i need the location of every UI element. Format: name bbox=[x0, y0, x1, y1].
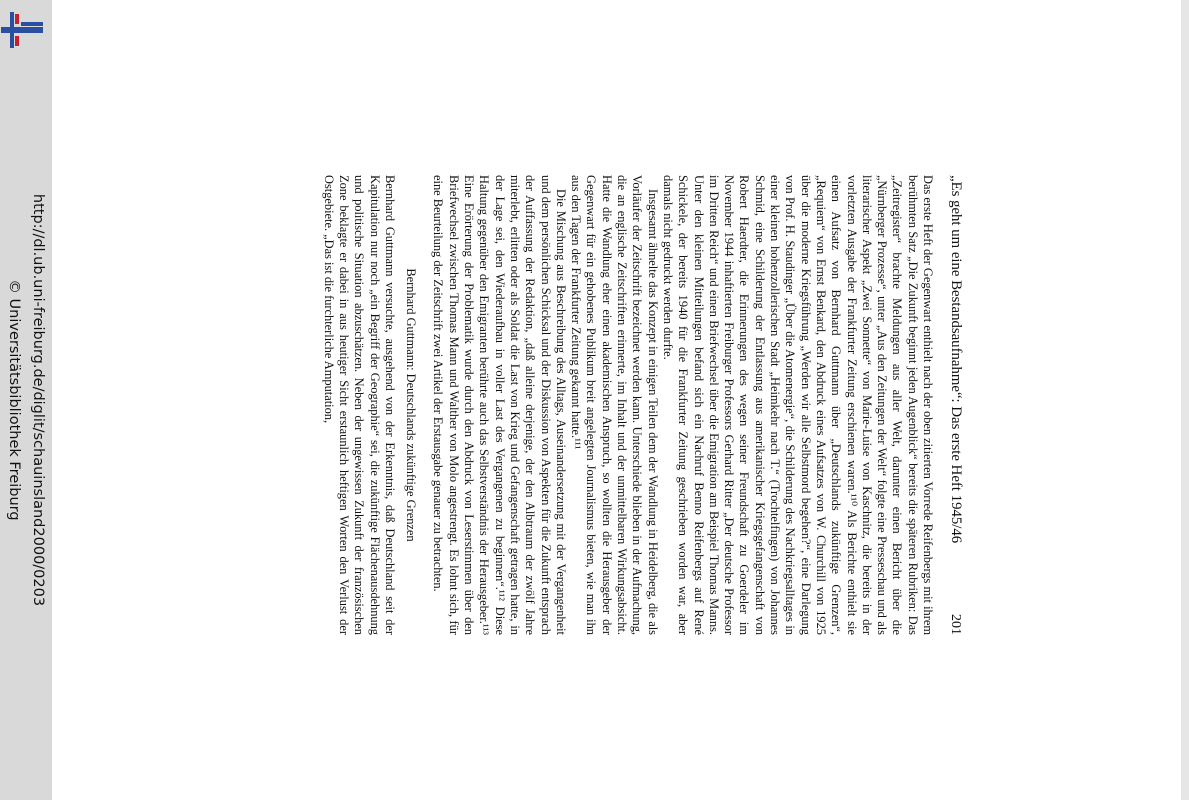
university-library-logo-icon[interactable] bbox=[1, 10, 43, 50]
body-section bbox=[430, 175, 935, 635]
running-head: „Es geht um eine Bestandsaufnahme“: Das erste Heft 1945/46 bbox=[948, 175, 964, 544]
section-title: Bernhard Guttmann: Deutschlands zukünftige Grenzen bbox=[404, 268, 419, 542]
viewer-sidebar bbox=[0, 0, 52, 800]
section-body bbox=[320, 175, 396, 635]
page-header bbox=[941, 175, 963, 635]
paragraph: Das erste Heft der Gegenwart enthielt nach der oben zitierten Vorrede Reifenbergs mit ihrem berühmten Satz „Die Zukunft beginnt jeden Augenblick“ bereits die späteren Rubriken: Das „Zeitregister“ brachte Meldungen aus aller Welt, darunter einen Bericht über die „Nürnberger Prozesse“, unter „Aus den Zeitungen der Welt“ folgte eine Presseschau und als literarischer Aspekt „Zwei Sonnette“ von Marie-Luise von Kaschnitz, die bereits in der vorletzten Ausgabe der Frankfurter Zeitung erschienen waren.¹¹⁰ Als Berichte enthielt sie einen Aufsatz von Bernhard Guttmann über „Deutschlands zukünftige Grenzen“, „Requiem“ von Ernst Benkard, den Abdruck eines Aufsatzes von W. Churchill von 1925 über die moderne Kriegsführung „Werden wir alle Selbstmord begehen?“, eine Darlegung von Prof. H. Staudinger „Über die Atomenergie“, die Schilderung des Nachkriegsalltages in einer kleinen hohenzollerischen Stadt „Heimkehr nach T.“ (Trochtelfingen) von Johannes Schmid, eine Schilderung der Entlassung aus amerikanischer Kriegsgefangenschaft von Robert Haerdter, die Erinnerungen des wegen seiner Freundschaft zu Goerdeler im November 1944 inhaftierten Freiburger Professors Gerhard Ritter „Der deutsche Professor im Dritten Reich“ und einen Briefwechsel über die Emigration am Beispiel Thomas Manns. Unter den kleinen Mitteilungen befand sich ein Nachruf Benno Reifenbergs auf René Schickele, der bereits 1940 für die Frankfurter Zeitung geschrieben worden war, aber damals nicht gedruckt werden durfte. bbox=[660, 175, 935, 636]
page-number: 201 bbox=[948, 614, 963, 635]
page-scroll-edge bbox=[1181, 0, 1189, 800]
copyright-credit: © Universitätsbibliothek Freiburg bbox=[6, 279, 22, 521]
source-url[interactable]: http://dl.ub.uni-freiburg.de/diglit/schauinsland2000/0203 bbox=[30, 193, 46, 607]
scanned-book-page bbox=[251, 175, 963, 635]
paragraph: Bernhard Guttmann versuchte, ausgehend von der Erkenntnis, daß Deutschland seit der Kapitulation nur noch „ein Begriff der Geographie“ sei, die zukünftige Flächenausdehnung und politische Situation abzuschätzen. Neben der ungewissen Zukunft der französischen Zone beklagte er dabei in aus heutiger Sicht erstaunlich heftigen Worten den Verlust der Ostgebiete. „Das ist die furchterliche Amputation, bbox=[321, 175, 397, 635]
paragraph: Insgesamt ähnelte das Konzept in einigen Teilen dem der Wandlung in Heidelberg, die als Vorläufer der Zeitschrift bezeichnet werden kann. Unterschiede blieben in der Aufmachung, die an englische Zeitschriften erinnerte, im Inhalt und der unmittelbaren Wirkungsabsicht. Hatte die Wandlung eher einen akademischen Anspruch, so wollten die Herausgeber der Gegenwart für ein gehobenes Publikum breit angelegten Journalismus bieten, wie man ihn aus den Tagen der Frankfurter Zeitung gekannt hatte.¹¹¹ bbox=[569, 175, 660, 635]
paragraph: Die Mischung aus Beschreibung des Alltags, Auseinandersetzung mit der Vergangenheit und dem persönlichen Schicksal und der Diskussion von Aspekten für die Zukunft entsprach der Auffassung der Redaktion, „daß alleine derjenige, der den Albtraum der zwölf Jahre miterlebt, erlitten oder als Soldat die Last von Krieg und Gefangenschaft getragen hatte, in der Lage sei, den Wiederaufbau in voller Last des Vergangenen zu beginnen“.¹¹² Diese Haltung gegenüber den Emigranten berührte auch das Selbstverständnis der Herausgeber.¹¹³ Eine Erörterung der Problematik wurde durch den Abdruck von Leserstimmen über den Briefwechsel zwischen Thomas Mann und Walther von Molo angestrengt. Es lohnt sich, für eine Beurteilung der Zeitschrift zwei Artikel der Erstausgabe genauer zu betrachten. bbox=[431, 175, 568, 635]
